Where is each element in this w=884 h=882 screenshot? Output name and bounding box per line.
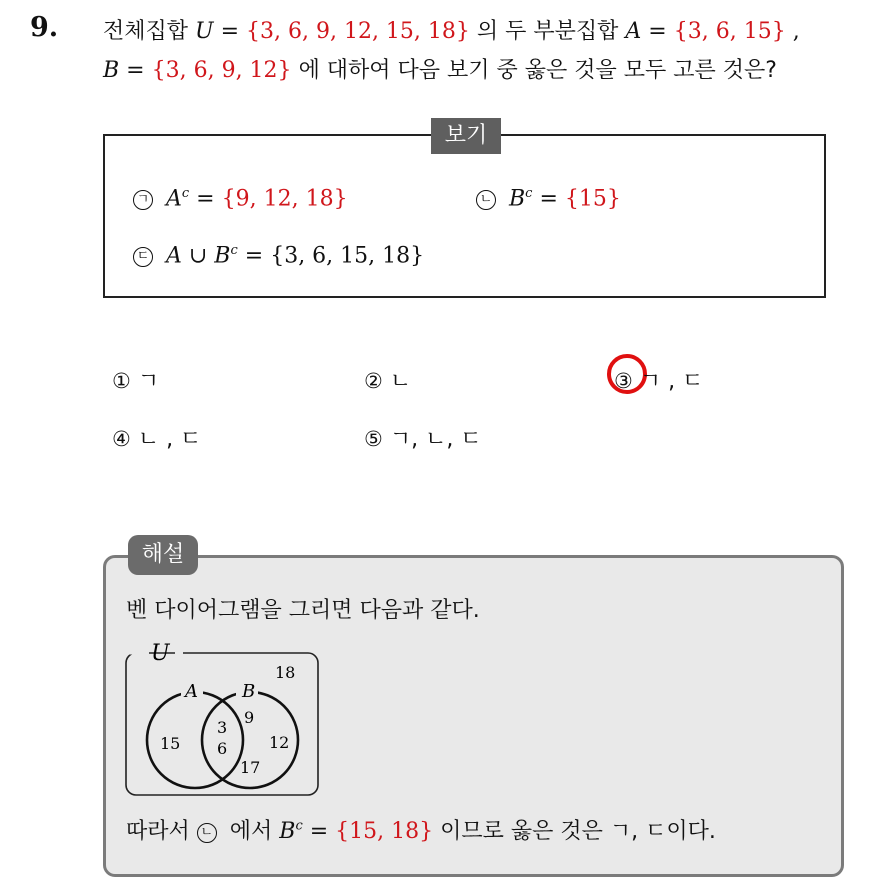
stmt-rhs: {15} — [564, 186, 621, 212]
marker-nieun: ㄴ — [197, 823, 217, 843]
stmt-lhs: B — [509, 186, 526, 212]
marker-nieun: ㄴ — [476, 190, 496, 210]
a-set: {3, 6, 15} — [673, 19, 786, 44]
solution-label: 해설 — [128, 535, 198, 575]
comma: , — [792, 19, 800, 44]
region-only-b: 17 — [240, 758, 261, 777]
choice-text: ㄱ , ㄷ — [639, 369, 704, 394]
complement-sup: c — [181, 186, 190, 201]
complement-sup: c — [295, 818, 303, 834]
complement-sup: c — [230, 243, 238, 258]
set-a-label: A — [185, 681, 198, 702]
marker-giyeok: ㄱ — [133, 190, 153, 210]
question-text: 의 두 부분집합 — [476, 19, 619, 44]
b-var: B — [103, 58, 120, 83]
conclusion-answer: ㄱ, ㄷ — [609, 819, 667, 844]
question-text: 전체집합 — [103, 19, 189, 44]
choice-4[interactable] — [112, 422, 201, 453]
conclusion-text: 에서 — [229, 819, 273, 844]
set-b-label: B — [242, 681, 256, 702]
bogi-item-1 — [133, 186, 348, 211]
choice-number: ① — [112, 369, 131, 393]
b-set: {3, 6, 9, 12} — [151, 58, 292, 83]
eq-sign: = — [309, 819, 329, 844]
eq-sign: = — [648, 19, 667, 44]
region-intersection: 6 — [217, 739, 228, 758]
choice-5[interactable] — [364, 422, 482, 453]
choice-text: ㄴ , ㄷ — [137, 427, 202, 452]
choice-number: ⑤ — [364, 427, 383, 451]
question-line-2 — [103, 53, 777, 84]
eq-sign: = — [539, 186, 558, 212]
bogi-label: 보기 — [431, 118, 501, 154]
venn-diagram — [123, 636, 323, 798]
choice-number: ④ — [112, 427, 131, 451]
question-line-1 — [103, 14, 800, 45]
complement-sup: c — [525, 186, 533, 201]
solution-intro: 벤 다이어그램을 그리면 다음과 같다. — [126, 598, 480, 623]
choice-number: ③ — [614, 369, 633, 393]
a-var: A — [625, 19, 642, 44]
eq-sign: = — [126, 58, 145, 83]
region-outside: 18 — [275, 663, 296, 682]
region-only-a: 15 — [160, 734, 181, 753]
universe-label: U — [151, 641, 170, 666]
question-number: 9. — [30, 12, 59, 43]
bogi-item-3 — [133, 243, 424, 268]
question-text: 에 대하여 다음 보기 중 옳은 것을 모두 고른 것은? — [298, 58, 777, 83]
conclusion-text: 이므로 옳은 것은 — [440, 819, 603, 844]
eq-sign: = — [244, 243, 264, 269]
conclusion-text: 따라서 — [126, 819, 190, 844]
conclusion-text: 이다. — [666, 819, 716, 844]
conclusion-set: {15, 18} — [335, 819, 434, 844]
region-only-b: 12 — [269, 733, 290, 752]
conclusion-var: B — [279, 819, 296, 844]
bogi-box — [103, 134, 826, 298]
universe-var: U — [195, 19, 214, 44]
choice-1[interactable] — [112, 364, 159, 395]
region-only-b: 9 — [244, 708, 255, 727]
marker-digeut: ㄷ — [133, 247, 153, 267]
eq-sign: = — [196, 186, 215, 212]
choice-text: ㄱ, ㄴ, ㄷ — [389, 427, 482, 452]
stmt-lhs: A — [166, 186, 182, 212]
stmt-rhs: {9, 12, 18} — [221, 186, 348, 212]
choice-text: ㄴ — [389, 369, 412, 394]
bogi-item-2 — [476, 186, 621, 211]
solution-conclusion — [126, 814, 716, 845]
stmt-rhs: {3, 6, 15, 18} — [270, 243, 425, 269]
choice-text: ㄱ — [137, 369, 160, 394]
choice-2[interactable] — [364, 364, 411, 395]
stmt-lhs: A ∪ B — [166, 243, 231, 269]
choice-3[interactable] — [614, 364, 703, 395]
region-intersection: 3 — [217, 718, 228, 737]
eq-sign: = — [220, 19, 239, 44]
choice-number: ② — [364, 369, 383, 393]
universe-set: {3, 6, 9, 12, 15, 18} — [246, 19, 470, 44]
